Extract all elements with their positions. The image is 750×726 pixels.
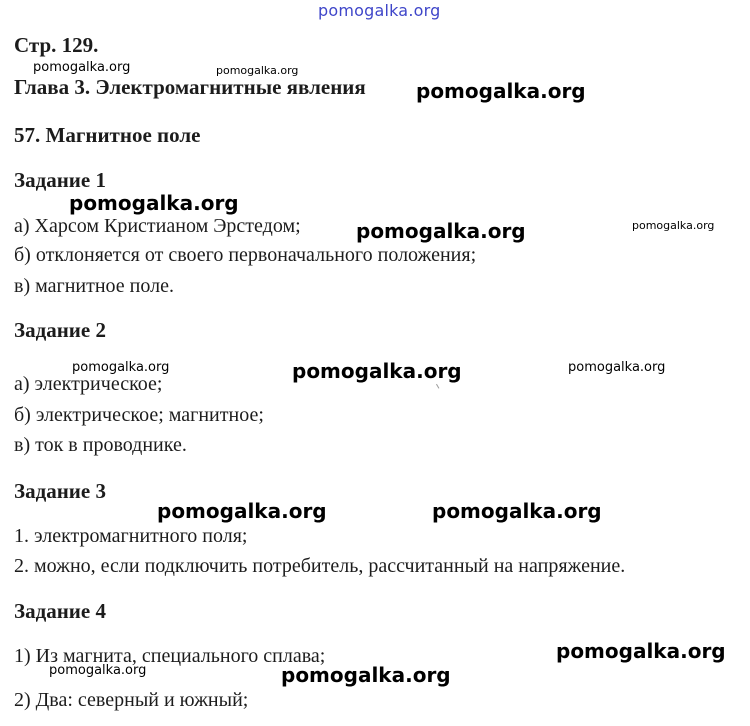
task-title: Задание 4 <box>14 599 106 623</box>
watermark: pomogalka.org <box>632 219 715 232</box>
watermark: pomogalka.org <box>281 663 451 687</box>
watermark: pomogalka.org <box>33 60 131 75</box>
stray-mark <box>436 382 442 388</box>
watermark: pomogalka.org <box>69 191 239 215</box>
answer-line: б) отклоняется от своего первоначального положения; <box>14 244 477 266</box>
watermark: pomogalka.org <box>157 499 327 523</box>
answer-line: 2) Два: северный и южный; <box>14 689 249 711</box>
task-title: Задание 2 <box>14 318 106 342</box>
section-title: 57. Магнитное поле <box>14 123 201 147</box>
answer-line: а) электрическое; <box>14 373 163 395</box>
answer-line: в) ток в проводнике. <box>14 434 187 456</box>
answer-line: в) магнитное поле. <box>14 275 174 297</box>
watermark: pomogalka.org <box>216 64 299 77</box>
chapter-title: Глава 3. Электромагнитные явления <box>14 75 366 99</box>
task-title: Задание 3 <box>14 479 106 503</box>
task-title: Задание 1 <box>14 168 106 192</box>
answer-line: а) Харсом Кристианом Эрстедом; <box>14 215 301 237</box>
answer-line: 1) Из магнита, специального сплава; <box>14 645 326 667</box>
watermark: pomogalka.org <box>292 359 462 383</box>
watermark: pomogalka.org <box>49 663 147 678</box>
watermark: pomogalka.org <box>556 639 726 663</box>
watermark-top: pomogalka.org <box>318 1 441 20</box>
watermark: pomogalka.org <box>568 360 666 375</box>
answer-line: 2. можно, если подключить потребитель, рассчитанный на напряжение. <box>14 555 626 577</box>
watermark: pomogalka.org <box>432 499 602 523</box>
watermark: pomogalka.org <box>356 219 526 243</box>
page-reference: Стр. 129. <box>14 33 99 57</box>
watermark: pomogalka.org <box>72 360 170 375</box>
answer-line: 1. электромагнитного поля; <box>14 525 248 547</box>
watermark: pomogalka.org <box>416 79 586 103</box>
answer-line: б) электрическое; магнитное; <box>14 404 264 426</box>
